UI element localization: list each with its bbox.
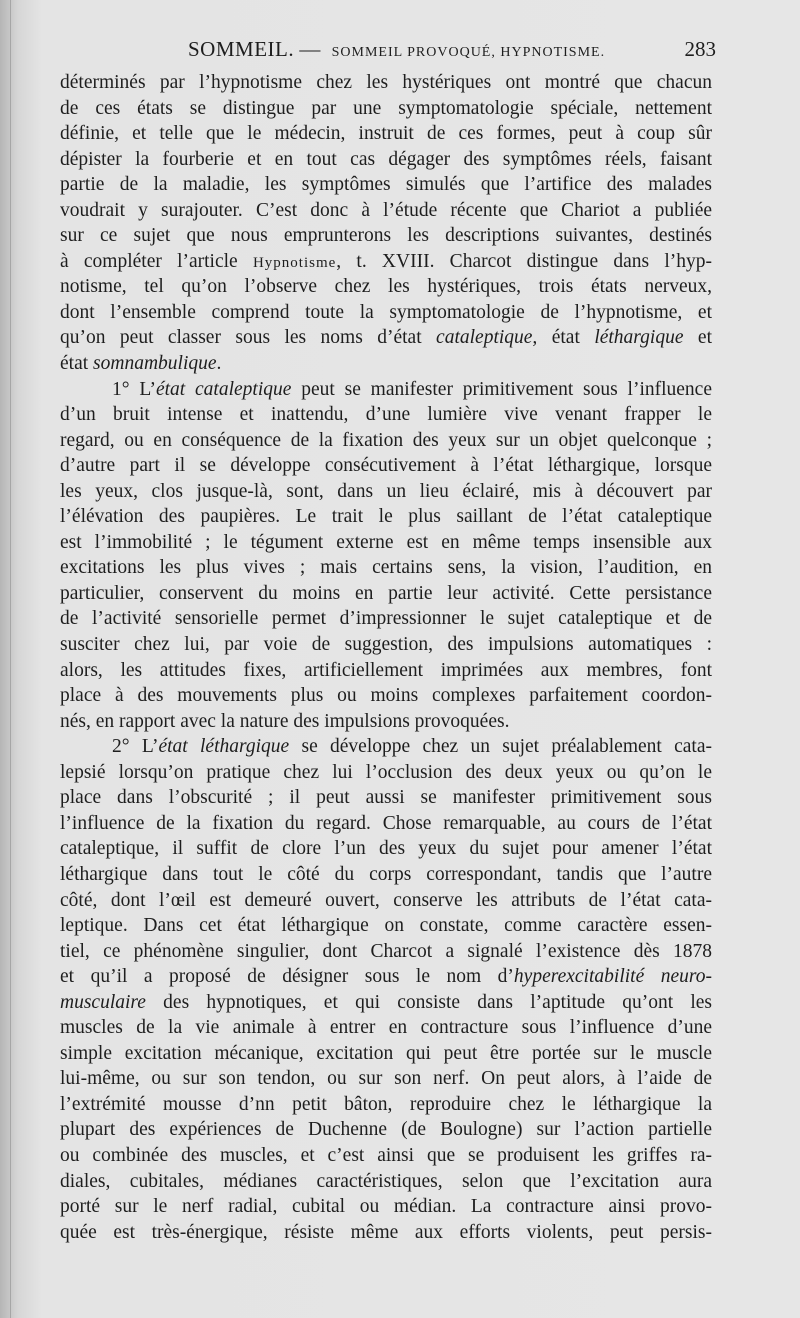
italic-term: état cataleptique xyxy=(155,378,292,400)
italic-term: léthargique xyxy=(594,327,684,349)
text-line: sur ce sujet que nous emprunterons les descriptions suivantes, destinés xyxy=(60,225,712,247)
text-line: dont l’ensemble comprend toute la symptomatologie de l’hypnotisme, et xyxy=(60,301,712,323)
text-line: dépister la fourberie et en tout cas dégager des symptômes réels, faisant xyxy=(60,148,712,170)
text-line: l’élévation des paupières. Le trait le plus saillant de l’état cataleptique xyxy=(60,506,712,528)
italic-term: cataleptique, xyxy=(436,327,538,349)
running-head-title: SOMMEIL. xyxy=(188,37,295,61)
text-line: côté, dont l’œil est demeuré ouvert, conserve les attributs de l’état cata- xyxy=(60,889,712,911)
text-line: qu’on peut classer sous les noms d’état cataleptique, état léthargique et xyxy=(60,327,712,349)
text-line: est l’immobilité ; le tégument externe est en même temps insensible aux xyxy=(60,531,712,553)
running-head-subtitle: SOMMEIL PROVOQUÉ, HYPNOTISME. xyxy=(331,45,606,60)
text-line: nés, en rapport avec la nature des impulsions provoquées. xyxy=(60,710,510,732)
text-line: les yeux, clos jusque-là, sont, dans un lieu éclairé, mis à découvert par xyxy=(60,480,712,502)
text-line: quée est très-énergique, résiste même aux efforts violents, peut persis- xyxy=(60,1221,712,1243)
text-line: lui-même, ou sur son tendon, ou sur son nerf. On peut alors, à l’aide de xyxy=(60,1068,712,1090)
text-line: diales, cubitales, médianes caractéristiques, selon que l’excitation aura xyxy=(60,1170,712,1192)
text-line: particulier, conservent du moins en partie leur activité. Cette persistance xyxy=(60,582,712,604)
running-head xyxy=(188,34,716,64)
text-line: excitations les plus vives ; mais certains sens, la vision, l’audition, en xyxy=(60,557,712,579)
running-head-dash: — xyxy=(299,37,321,61)
text-line: léthargique dans tout le côté du corps correspondant, tandis que l’autre xyxy=(60,863,712,885)
page-gutter-edge xyxy=(10,0,11,1318)
text-line: cataleptique, il suffit de clore l’un des yeux du sujet pour amener l’état xyxy=(60,838,712,860)
text-line: de l’activité sensorielle permet d’impressionner le sujet cataleptique et de xyxy=(60,608,712,630)
small-caps-term: Hypnotisme xyxy=(252,254,337,271)
text-line: et qu’il a proposé de désigner sous le nom d’hyperexcitabilité neuro- xyxy=(60,966,712,988)
text-line: porté sur le nerf radial, cubital ou médian. La contracture ainsi provo- xyxy=(60,1196,712,1218)
text-line: l’influence de la fixation du regard. Chose remarquable, au cours de l’état xyxy=(60,812,712,834)
italic-term: état léthargique xyxy=(158,736,290,758)
text-line: déterminés par l’hypnotisme chez les hystériques ont montré que chacun xyxy=(60,72,712,93)
text-line: définie, et telle que le médecin, instruit de ces formes, peut à coup sûr xyxy=(60,123,712,145)
text-line: place dans l’obscurité ; il peut aussi se manifester primitivement sous xyxy=(60,787,712,809)
text-line: d’un bruit intense et inattendu, d’une lumière vive venant frapper le xyxy=(60,404,712,426)
text-line: état somnambulique. xyxy=(60,353,222,375)
text-line: lepsié lorsqu’on pratique chez lui l’occlusion des deux yeux ou qu’on le xyxy=(60,761,712,783)
text-line: 2° L’état léthargique se développe chez un sujet préalablement cata- xyxy=(112,736,712,758)
text-line: regard, ou en conséquence de la fixation des yeux sur un objet quelconque ; xyxy=(60,429,712,451)
text-line: notisme, tel qu’on l’observe chez les hystériques, trois états nerveux, xyxy=(60,276,712,298)
text-line: l’extrémité mousse d’nn petit bâton, reproduire chez le léthargique la xyxy=(60,1093,712,1115)
italic-term: hyperexcitabilité neuro- xyxy=(513,966,712,988)
text-line: leptique. Dans cet état léthargique on constate, comme caractère essen- xyxy=(60,915,712,937)
text-line: ou combinée des muscles, et c’est ainsi que se produisent les griffes ra- xyxy=(60,1144,712,1166)
text-line: à compléter l’article Hypnotisme, t. XVIII. Charcot distingue dans l’hyp- xyxy=(60,250,712,272)
text-line: alors, les attitudes fixes, artificiellement imprimées aux membres, font xyxy=(60,659,712,681)
text-line: 1° L’état cataleptique peut se manifester primitivement sous l’influence xyxy=(112,378,712,400)
text-line: musculaire des hypnotiques, et qui consiste dans l’aptitude qu’ont les xyxy=(60,991,712,1013)
text-line: simple excitation mécanique, excitation qui peut être portée sur le muscle xyxy=(60,1042,712,1064)
italic-term: somnambulique xyxy=(93,353,217,375)
text-line: muscles de la vie animale à entrer en contracture sous l’influence d’une xyxy=(60,1017,712,1039)
italic-term: musculaire xyxy=(60,991,146,1013)
text-line: de ces états se distingue par une symptomatologie spéciale, nettement xyxy=(60,97,712,119)
text-line: tiel, ce phénomène singulier, dont Charcot a signalé l’existence dès 1878 xyxy=(60,940,712,962)
text-line: plupart des expériences de Duchenne (de Boulogne) sur l’action partielle xyxy=(60,1119,712,1141)
text-line: partie de la maladie, les symptômes simulés que l’artifice des malades xyxy=(60,174,712,196)
body-text xyxy=(60,70,712,1245)
page-number: 283 xyxy=(684,37,716,61)
text-line: place à des mouvements plus ou moins complexes parfaitement coordon- xyxy=(60,685,712,707)
text-line: susciter chez lui, par voie de suggestion, des impulsions automatiques : xyxy=(60,634,712,656)
text-line: voudrait y surajouter. C’est donc à l’étude récente que Chariot a publiée xyxy=(60,199,712,221)
text-line: d’autre part il se développe consécutivement à l’état léthargique, lorsque xyxy=(60,455,712,477)
